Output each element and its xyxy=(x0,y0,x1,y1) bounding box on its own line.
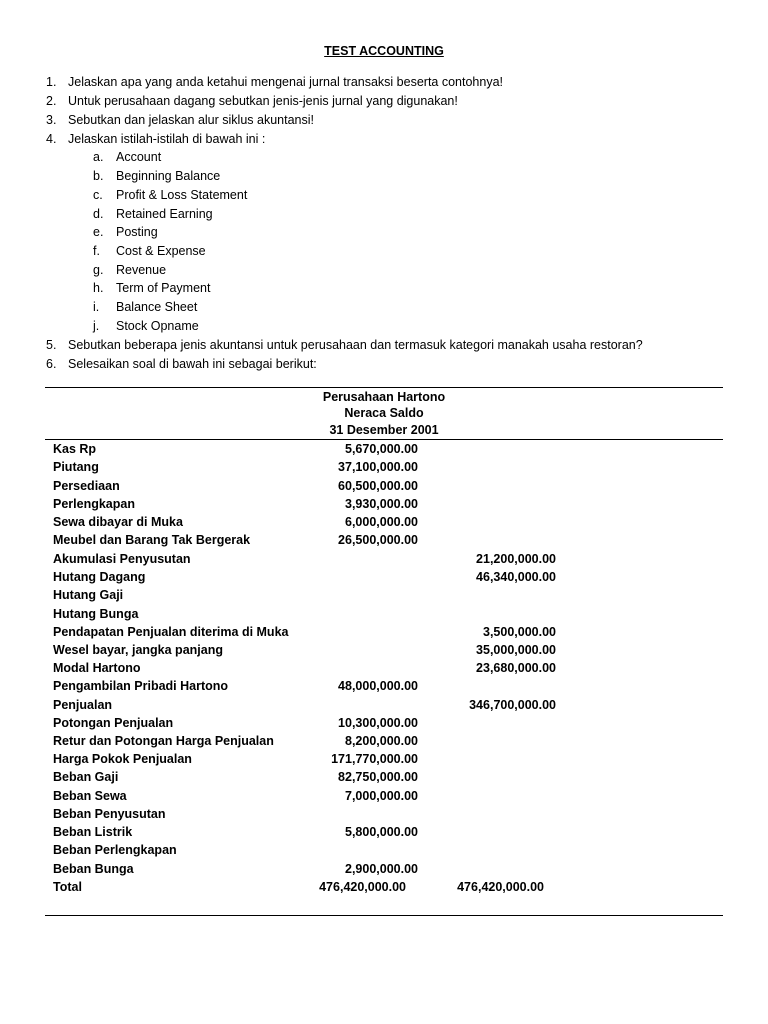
credit-amount: 35,000,000.00 xyxy=(476,643,556,657)
document-title: TEST ACCOUNTING xyxy=(324,44,444,58)
table-row xyxy=(0,714,768,732)
term-item-c xyxy=(93,186,247,204)
account-name: Piutang xyxy=(53,460,99,474)
question-number: 4. xyxy=(46,132,57,146)
total-label: Total xyxy=(53,880,82,894)
term-letter: j. xyxy=(93,319,100,333)
term-letter: c. xyxy=(93,188,103,202)
term-letter: d. xyxy=(93,207,104,221)
term-text: Posting xyxy=(116,225,158,239)
account-name: Penjualan xyxy=(53,698,113,712)
statement-date: 31 Desember 2001 xyxy=(329,423,439,437)
debit-amount: 26,500,000.00 xyxy=(338,533,418,547)
account-name: Hutang Gaji xyxy=(53,588,124,602)
table-row xyxy=(0,823,768,841)
term-item-e xyxy=(93,223,158,241)
debit-amount: 5,670,000.00 xyxy=(345,442,418,456)
term-letter: i. xyxy=(93,300,100,314)
statement-name: Neraca Saldo xyxy=(344,406,424,420)
table-row xyxy=(0,805,768,823)
debit-amount: 8,200,000.00 xyxy=(345,734,418,748)
question-number: 3. xyxy=(46,113,57,127)
debit-amount: 171,770,000.00 xyxy=(331,752,418,766)
table-row xyxy=(0,787,768,805)
account-name: Modal Hartono xyxy=(53,661,141,675)
term-text: Balance Sheet xyxy=(116,300,198,314)
question-number: 5. xyxy=(46,338,57,352)
term-letter: f. xyxy=(93,244,100,258)
account-name: Meubel dan Barang Tak Bergerak xyxy=(53,533,251,547)
question-text: Jelaskan apa yang anda ketahui mengenai jurnal transaksi beserta contohnya! xyxy=(68,75,504,89)
table-bottom-rule xyxy=(45,915,723,916)
question-6 xyxy=(46,355,317,373)
account-name: Beban Perlengkapan xyxy=(53,843,177,857)
question-2 xyxy=(46,92,458,110)
question-number: 2. xyxy=(46,94,57,108)
credit-amount: 3,500,000.00 xyxy=(483,625,556,639)
term-text: Revenue xyxy=(116,263,167,277)
table-row xyxy=(0,623,768,641)
account-name: Retur dan Potongan Harga Penjualan xyxy=(53,734,274,748)
table-row xyxy=(0,513,768,531)
table-row xyxy=(0,605,768,623)
question-number: 6. xyxy=(46,357,57,371)
question-4 xyxy=(46,130,265,148)
term-item-h xyxy=(93,279,210,297)
account-name: Beban Gaji xyxy=(53,770,119,784)
account-name: Beban Penyusutan xyxy=(53,807,166,821)
term-item-f xyxy=(93,242,206,260)
question-text: Sebutkan dan jelaskan alur siklus akuntansi! xyxy=(68,113,314,127)
account-name: Hutang Bunga xyxy=(53,607,139,621)
account-name: Hutang Dagang xyxy=(53,570,146,584)
account-name: Beban Listrik xyxy=(53,825,133,839)
term-letter: a. xyxy=(93,150,104,164)
account-name: Perlengkapan xyxy=(53,497,135,511)
term-text: Beginning Balance xyxy=(116,169,221,183)
term-letter: h. xyxy=(93,281,104,295)
account-name: Harga Pokok Penjualan xyxy=(53,752,192,766)
table-row xyxy=(0,440,768,458)
credit-amount: 23,680,000.00 xyxy=(476,661,556,675)
term-item-b xyxy=(93,167,220,185)
question-text: Selesaikan soal di bawah ini sebagai berikut: xyxy=(68,357,317,371)
table-row xyxy=(0,458,768,476)
table-row xyxy=(0,641,768,659)
term-item-d xyxy=(93,205,213,223)
question-text: Jelaskan istilah-istilah di bawah ini : xyxy=(68,132,266,146)
term-text: Stock Opname xyxy=(116,319,199,333)
debit-amount: 10,300,000.00 xyxy=(338,716,418,730)
table-top-rule xyxy=(45,387,723,388)
term-text: Profit & Loss Statement xyxy=(116,188,248,202)
total-debit: 476,420,000.00 xyxy=(319,880,406,894)
debit-amount: 60,500,000.00 xyxy=(338,479,418,493)
question-text: Untuk perusahaan dagang sebutkan jenis-jenis jurnal yang digunakan! xyxy=(68,94,458,108)
table-row xyxy=(0,531,768,549)
account-name: Potongan Penjualan xyxy=(53,716,174,730)
term-item-i xyxy=(93,298,197,316)
term-text: Cost & Expense xyxy=(116,244,206,258)
term-letter: e. xyxy=(93,225,104,239)
account-name: Kas Rp xyxy=(53,442,97,456)
table-row xyxy=(0,677,768,695)
table-row xyxy=(0,568,768,586)
table-row xyxy=(0,477,768,495)
total-credit: 476,420,000.00 xyxy=(457,880,544,894)
term-text: Retained Earning xyxy=(116,207,213,221)
table-row xyxy=(0,495,768,513)
table-row xyxy=(0,586,768,604)
table-row xyxy=(0,732,768,750)
term-letter: b. xyxy=(93,169,104,183)
table-row xyxy=(0,696,768,714)
table-row xyxy=(0,659,768,677)
company-name: Perusahaan Hartono xyxy=(322,390,446,404)
debit-amount: 5,800,000.00 xyxy=(345,825,418,839)
table-row xyxy=(0,841,768,859)
term-letter: g. xyxy=(93,263,104,277)
question-3 xyxy=(46,111,314,129)
credit-amount: 46,340,000.00 xyxy=(476,570,556,584)
table-row xyxy=(0,750,768,768)
credit-amount: 346,700,000.00 xyxy=(469,698,556,712)
debit-amount: 37,100,000.00 xyxy=(338,460,418,474)
account-name: Sewa dibayar di Muka xyxy=(53,515,183,529)
account-name: Beban Sewa xyxy=(53,789,127,803)
credit-amount: 21,200,000.00 xyxy=(476,552,556,566)
debit-amount: 7,000,000.00 xyxy=(345,789,418,803)
debit-amount: 82,750,000.00 xyxy=(338,770,418,784)
total-row xyxy=(0,878,768,896)
debit-amount: 2,900,000.00 xyxy=(345,862,418,876)
term-item-j xyxy=(93,317,199,335)
question-text: Sebutkan beberapa jenis akuntansi untuk perusahaan dan termasuk kategori manakah usaha restoran? xyxy=(68,338,643,352)
debit-amount: 3,930,000.00 xyxy=(345,497,418,511)
table-row xyxy=(0,550,768,568)
question-1 xyxy=(46,73,503,91)
account-name: Beban Bunga xyxy=(53,862,134,876)
account-name: Akumulasi Penyusutan xyxy=(53,552,191,566)
account-name: Persediaan xyxy=(53,479,120,493)
term-text: Account xyxy=(116,150,162,164)
debit-amount: 6,000,000.00 xyxy=(345,515,418,529)
table-row xyxy=(0,768,768,786)
debit-amount: 48,000,000.00 xyxy=(338,679,418,693)
account-name: Wesel bayar, jangka panjang xyxy=(53,643,223,657)
term-text: Term of Payment xyxy=(116,281,211,295)
term-item-g xyxy=(93,261,166,279)
account-name: Pengambilan Pribadi Hartono xyxy=(53,679,229,693)
question-5 xyxy=(46,336,643,354)
term-item-a xyxy=(93,148,161,166)
question-number: 1. xyxy=(46,75,57,89)
table-row xyxy=(0,860,768,878)
account-name: Pendapatan Penjualan diterima di Muka xyxy=(53,625,289,639)
